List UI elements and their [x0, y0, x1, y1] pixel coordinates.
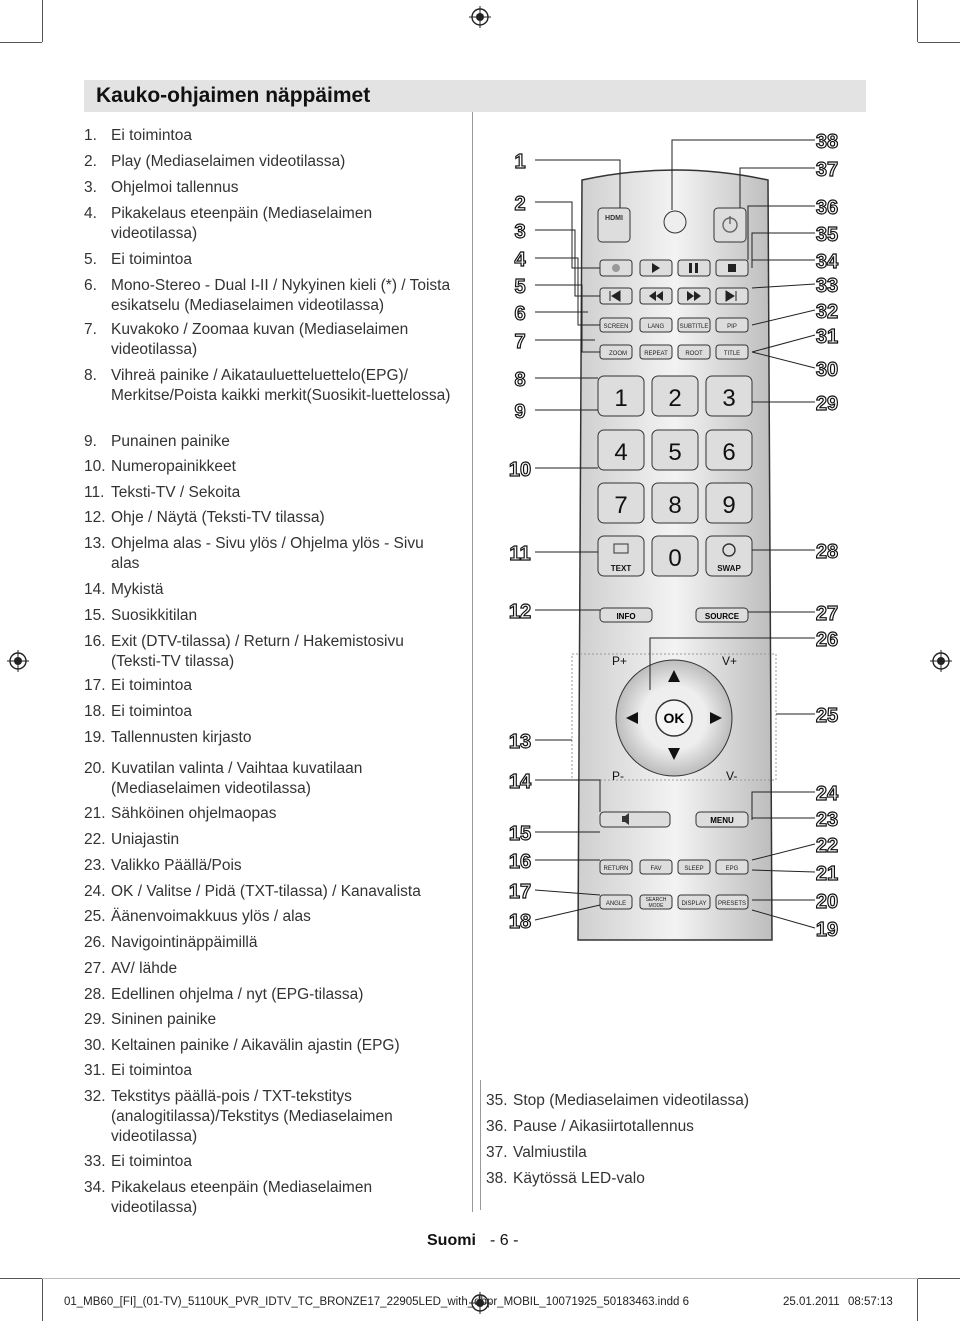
svg-text:SOURCE: SOURCE [704, 612, 740, 621]
standby-button [714, 208, 746, 242]
callout-number: 21 [815, 863, 839, 885]
crop-mark [42, 1278, 43, 1321]
subtitle-label: SUBTITLE [679, 324, 709, 330]
item-number: 12. [84, 509, 106, 526]
item-text: Mykistä [111, 581, 164, 598]
callout-number: 15 [508, 823, 532, 845]
callout-number: 4 [514, 249, 526, 271]
item-number: 37. [486, 1144, 508, 1161]
swap-label: SWAP [717, 564, 741, 573]
item-number: 4. [84, 205, 97, 222]
item-number: 34. [84, 1179, 106, 1196]
callout-number: 16 [508, 851, 532, 873]
item-text: Stop (Mediaselaimen videotilassa) [513, 1092, 750, 1109]
item-number: 11. [84, 484, 105, 501]
crop-mark [918, 1278, 960, 1279]
registration-mark-icon [7, 650, 29, 672]
item-number: 23. [84, 857, 106, 874]
item-number: 30. [84, 1037, 106, 1054]
item-number: 21. [84, 805, 106, 822]
crop-mark [918, 42, 960, 43]
item-text: Pikakelaus eteenpäin (Mediaselaimen videotilassa) [111, 1179, 373, 1216]
item-number: 13. [84, 535, 106, 552]
callout-number: 32 [815, 301, 839, 323]
callout-number: 28 [815, 541, 839, 563]
item-text: Play (Mediaselaimen videotilassa) [111, 153, 346, 170]
item-text: Ei toimintoa [111, 703, 192, 720]
callout-number: 34 [815, 251, 839, 273]
svg-text:SEARCH: SEARCH [645, 897, 667, 903]
mute-button [600, 812, 670, 827]
item-text: Teksti-TV / Sekoita [111, 484, 241, 501]
item-text: Pikakelaus eteenpäin (Mediaselaimen videotilassa) [111, 205, 373, 242]
zoom-label: ZOOM [609, 351, 627, 357]
item-number: 35. [486, 1092, 508, 1109]
callout-number: 33 [815, 275, 839, 297]
item-number: 25. [84, 908, 106, 925]
item-number: 27. [84, 960, 106, 977]
callout-number: 27 [815, 603, 839, 625]
callout-number: 25 [815, 705, 839, 727]
item-number: 9. [84, 433, 97, 450]
item-text: Tallennusten kirjasto [111, 729, 252, 746]
callout-number: 3 [514, 221, 526, 243]
svg-text:ANGLE: ANGLE [605, 901, 627, 907]
svg-text:RETURN: RETURN [603, 866, 629, 872]
callout-number: 1 [514, 151, 526, 173]
item-number: 3. [84, 179, 97, 196]
item-text: Numeropainikkeet [111, 458, 236, 475]
callout-numbers-left [509, 151, 532, 933]
callout-number: 2 [514, 193, 526, 215]
item-text: Valmiustila [513, 1144, 587, 1161]
screen-label: SCREEN [603, 324, 629, 330]
item-text: AV/ lähde [111, 960, 178, 977]
item-text: Mono-Stereo - Dual I-II / Nykyinen kieli (*) / Toista esikatselu (Mediaselaimen videotilassa) [111, 277, 451, 314]
hdmi-button [598, 208, 630, 242]
callout-number: 7 [514, 331, 526, 353]
callout-number: 18 [508, 911, 532, 933]
item-number: 8. [84, 367, 97, 384]
item-number: 19. [84, 729, 106, 746]
svg-text:EPG: EPG [725, 866, 739, 872]
item-text: Exit (DTV-tilassa) / Return / Hakemistosivu (Teksti-TV tilassa) [111, 633, 404, 670]
item-text: Kuvatilan valinta / Vaihtaa kuvatilaan (Mediaselaimen videotilassa) [111, 760, 363, 797]
repeat-label: REPEAT [644, 351, 668, 357]
callout-number: 24 [815, 783, 839, 805]
svg-text:V+: V+ [722, 654, 738, 668]
callout-number: 36 [815, 197, 839, 219]
item-text: Ohjelma alas - Sivu ylös / Ohjelma ylös - Sivu alas [111, 535, 424, 572]
item-number: 38. [486, 1170, 508, 1187]
column-divider-bottom [480, 1080, 481, 1210]
item-number: 17. [84, 677, 106, 694]
svg-text:5: 5 [668, 439, 682, 466]
file-name: 01_MB60_[FI]_(01-TV)_5110UK_PVR_IDTV_TC_BRONZE17_22905LED_with_dbpr_MOBIL_10071925_50183463.indd 6 [64, 1296, 690, 1308]
item-number: 28. [84, 986, 106, 1003]
svg-text:SLEEP: SLEEP [684, 866, 704, 872]
callout-number: 8 [514, 369, 526, 391]
item-text: Ohjelmoi tallennus [111, 179, 239, 196]
svg-text:8: 8 [668, 492, 682, 519]
registration-mark-icon [930, 650, 952, 672]
callout-numbers-right [816, 131, 839, 941]
item-text: Ei toimintoa [111, 1062, 192, 1079]
item-text: Punainen painike [111, 433, 230, 450]
crop-mark [0, 1278, 42, 1279]
item-text: Käytössä LED-valo [513, 1170, 645, 1187]
item-number: 33. [84, 1153, 106, 1170]
item-number: 36. [486, 1118, 508, 1135]
svg-text:2: 2 [668, 385, 682, 412]
item-number: 22. [84, 831, 106, 848]
remote-control-illustration [490, 120, 860, 950]
item-number: 1. [84, 127, 97, 144]
callout-number: 22 [815, 835, 839, 857]
lang-label: LANG [647, 324, 665, 330]
svg-text:OK: OK [663, 710, 685, 726]
item-number: 10. [84, 458, 106, 475]
hdmi-label: HDMI [605, 215, 623, 222]
callout-number: 9 [514, 401, 526, 423]
item-text: Äänenvoimakkuus ylös / alas [111, 908, 311, 925]
callout-number: 17 [508, 881, 532, 903]
svg-text:DISPLAY: DISPLAY [681, 901, 707, 907]
item-text: Navigointinäppäimillä [111, 934, 258, 951]
svg-text:4: 4 [614, 439, 628, 466]
footer-language: Suomi [427, 1232, 476, 1249]
item-text: Ohje / Näytä (Teksti-TV tilassa) [111, 509, 325, 526]
file-date: 25.01.2011 [783, 1296, 840, 1308]
item-text: Ei toimintoa [111, 1153, 192, 1170]
svg-text:1: 1 [614, 385, 628, 412]
item-number: 7. [84, 321, 97, 338]
footer-rule [42, 1278, 918, 1279]
callout-number: 10 [508, 459, 532, 481]
root-label: ROOT [685, 351, 703, 357]
svg-text:INFO: INFO [616, 612, 636, 621]
crop-mark [42, 0, 43, 42]
svg-text:0: 0 [668, 545, 682, 572]
callout-number: 23 [815, 809, 839, 831]
item-text: Kuvakoko / Zoomaa kuvan (Mediaselaimen videotilassa) [111, 321, 409, 358]
callout-number: 29 [815, 393, 839, 415]
callout-number: 14 [508, 771, 532, 793]
item-text: Edellinen ohjelma / nyt (EPG-tilassa) [111, 986, 364, 1003]
stop-icon [728, 264, 736, 272]
item-text: OK / Valitse / Pidä (TXT-tilassa) / Kanavalista [111, 883, 421, 900]
item-number: 15. [84, 607, 106, 624]
item-text: Vihreä painike / Aikatauluetteluettelo(EPG)/ Merkitse/Poista kaikki merkit(Suosikit-luettelossa) [111, 367, 451, 404]
item-text: Keltainen painike / Aikavälin ajastin (EPG) [111, 1037, 400, 1054]
text-label: TEXT [610, 564, 632, 573]
item-text: Ei toimintoa [111, 677, 192, 694]
callout-number: 11 [509, 543, 531, 565]
section-title-bar [84, 80, 866, 112]
callout-number: 13 [508, 731, 532, 753]
callout-number: 30 [815, 359, 839, 381]
svg-text:9: 9 [722, 492, 736, 519]
pause-icon [689, 263, 692, 273]
crop-mark [0, 42, 42, 43]
svg-text:PRESETS: PRESETS [717, 901, 747, 907]
item-number: 31. [84, 1062, 106, 1079]
item-text: Suosikkitilan [111, 607, 198, 624]
pip-label: PIP [727, 324, 737, 330]
callout-number: 12 [508, 601, 532, 623]
crop-mark [917, 0, 918, 42]
callout-number: 6 [514, 303, 526, 325]
item-number: 14. [84, 581, 106, 598]
registration-mark-icon [469, 6, 491, 28]
page-title: Kauko-ohjaimen näppäimet [96, 84, 371, 107]
callout-number: 19 [815, 919, 839, 941]
record-icon [612, 264, 620, 272]
item-number: 26. [84, 934, 106, 951]
item-text: Uniajastin [111, 831, 180, 848]
callout-number: 37 [815, 159, 839, 181]
item-number: 29. [84, 1011, 106, 1028]
callout-number: 35 [815, 224, 839, 246]
item-number: 5. [84, 251, 97, 268]
item-number: 18. [84, 703, 106, 720]
item-text: Ei toimintoa [111, 251, 192, 268]
callout-number: 20 [815, 891, 839, 913]
svg-text:6: 6 [722, 439, 736, 466]
svg-text:MENU: MENU [710, 816, 734, 825]
file-time: 08:57:13 [848, 1296, 893, 1308]
item-number: 24. [84, 883, 106, 900]
item-text: Tekstitys päällä-pois / TXT-tekstitys (analogitilassa)/Tekstitys (Mediaselaimen videotilassa) [111, 1088, 393, 1145]
item-number: 2. [84, 153, 97, 170]
svg-text:P+: P+ [612, 654, 628, 668]
svg-text:7: 7 [614, 492, 628, 519]
item-number: 16. [84, 633, 106, 650]
svg-text:P-: P- [612, 769, 624, 783]
title-label: TITLE [723, 351, 741, 357]
svg-text:3: 3 [722, 385, 736, 412]
callout-number: 38 [815, 131, 839, 153]
svg-text:V-: V- [726, 769, 738, 783]
item-text: Valikko Päällä/Pois [111, 857, 242, 874]
led-indicator [664, 211, 686, 233]
svg-text:FAV: FAV [650, 866, 662, 872]
item-text: Sininen painike [111, 1011, 217, 1028]
item-text: Pause / Aikasiirtotallennus [513, 1118, 694, 1135]
callout-number: 5 [514, 276, 526, 298]
callout-number: 31 [815, 326, 839, 348]
callout-number: 26 [815, 629, 839, 651]
item-number: 6. [84, 277, 97, 294]
crop-mark [917, 1278, 918, 1321]
item-number: 20. [84, 760, 106, 777]
item-text: Ei toimintoa [111, 127, 192, 144]
item-text: Sähköinen ohjelmaopas [111, 805, 277, 822]
column-divider [472, 112, 473, 1212]
svg-text:MODE: MODE [648, 903, 664, 909]
page-number: - 6 - [490, 1232, 519, 1249]
item-number: 32. [84, 1088, 106, 1105]
